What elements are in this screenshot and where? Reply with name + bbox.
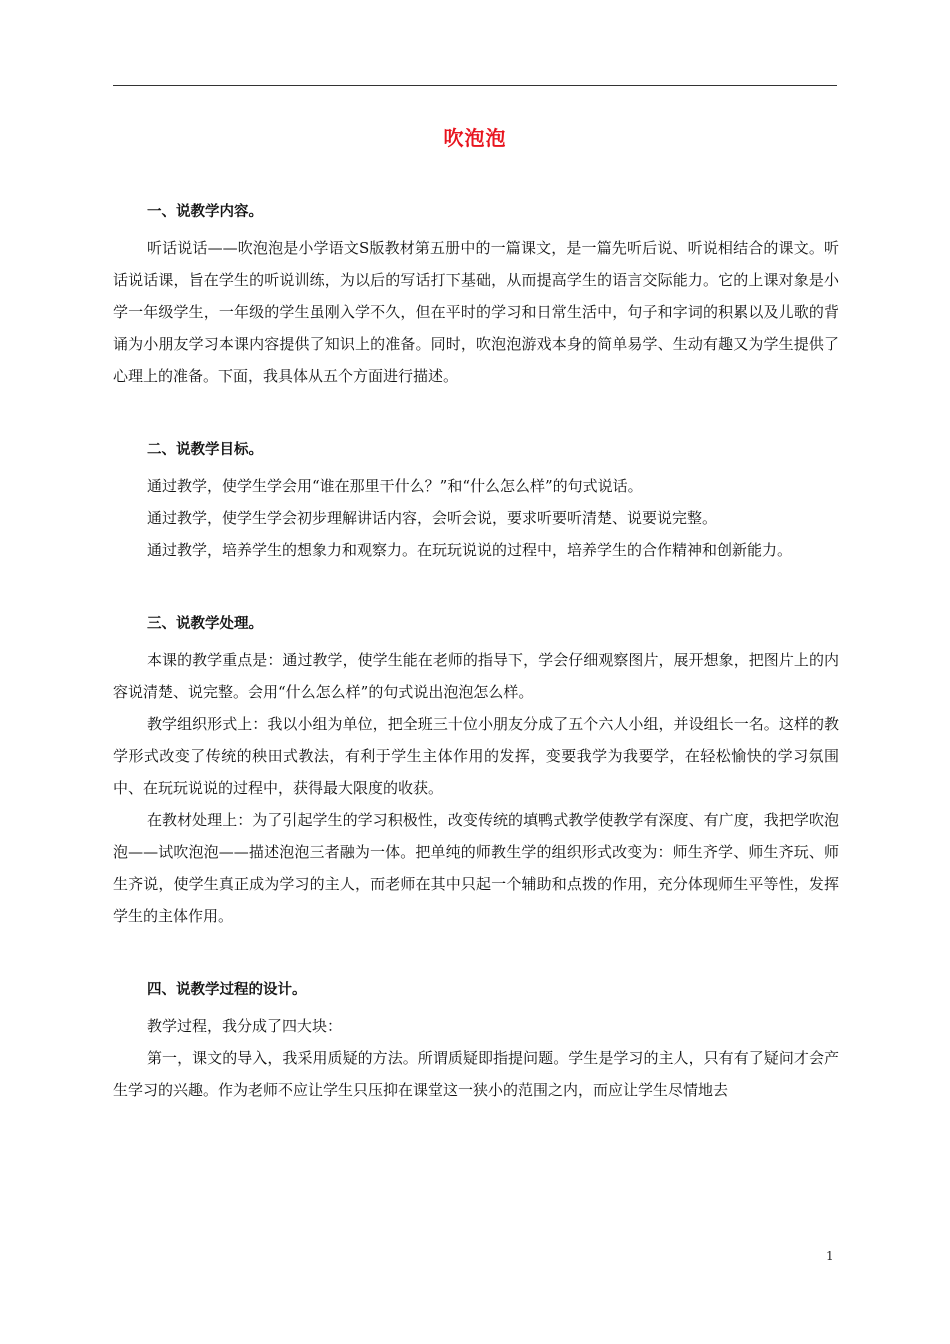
paragraph: 通过教学，使学生学会初步理解讲话内容，会听会说，要求听要听清楚、说要说完整。 <box>147 509 718 527</box>
paragraph: 本课的教学重点是：通过教学，使学生能在老师的指导下，学会仔细观察图片，展开想象，把图片上的内容说清楚、说完整。会用“什么怎么样”的句式说出泡泡怎么样。 <box>113 651 839 701</box>
header-rule <box>113 85 837 86</box>
paragraph: 教学过程，我分成了四大块： <box>147 1017 343 1035</box>
paragraph: 教学组织形式上：我以小组为单位，把全班三十位小朋友分成了五个六人小组，并设组长一名。这样的教学形式改变了传统的秧田式教法，有利于学生主体作用的发挥，变要我学为我要学，在轻松愉快的学习氛围中、在玩玩说说的过程中，获得最大限度的收获。 <box>113 715 839 797</box>
document-title: 吹泡泡 <box>443 126 507 150</box>
section-heading: 二、说教学目标。 <box>147 441 263 458</box>
section-heading: 四、说教学过程的设计。 <box>147 981 307 998</box>
section-heading: 一、说教学内容。 <box>147 203 263 220</box>
paragraph: 通过教学，使学生学会用“谁在那里干什么？”和“什么怎么样”的句式说话。 <box>147 477 643 495</box>
paragraph: 第一，课文的导入，我采用质疑的方法。所谓质疑即指提问题。学生是学习的主人，只有有了疑问才会产生学习的兴趣。作为老师不应让学生只压抑在课堂这一狭小的范围之内，而应让学生尽情地去 <box>113 1049 839 1099</box>
page-number: 1 <box>826 1249 834 1263</box>
paragraph: 通过教学，培养学生的想象力和观察力。在玩玩说说的过程中，培养学生的合作精神和创新能力。 <box>147 541 793 559</box>
document-body <box>113 196 839 1106</box>
paragraph: 在教材处理上：为了引起学生的学习积极性，改变传统的填鸭式教学使教学有深度、有广度，我把学吹泡泡——试吹泡泡——描述泡泡三者融为一体。把单纯的师教生学的组织形式改变为：师生齐学、师生齐玩、师生齐说，使学生真正成为学习的主人，而老师在其中只起一个辅助和点拨的作用，充分体现师生平等性，发挥学生的主体作用。 <box>113 811 839 925</box>
section-heading: 三、说教学处理。 <box>147 615 263 632</box>
paragraph: 听话说话——吹泡泡是小学语文S版教材第五册中的一篇课文，是一篇先听后说、听说相结合的课文。听话说话课，旨在学生的听说训练，为以后的写话打下基础，从而提高学生的语言交际能力。它的上课对象是小学一年级学生，一年级的学生虽刚入学不久，但在平时的学习和日常生活中，句子和字词的积累以及儿歌的背诵为小朋友学习本课内容提供了知识上的准备。同时，吹泡泡游戏本身的简单易学、生动有趣又为学生提供了心理上的准备。下面，我具体从五个方面进行描述。 <box>113 239 839 385</box>
